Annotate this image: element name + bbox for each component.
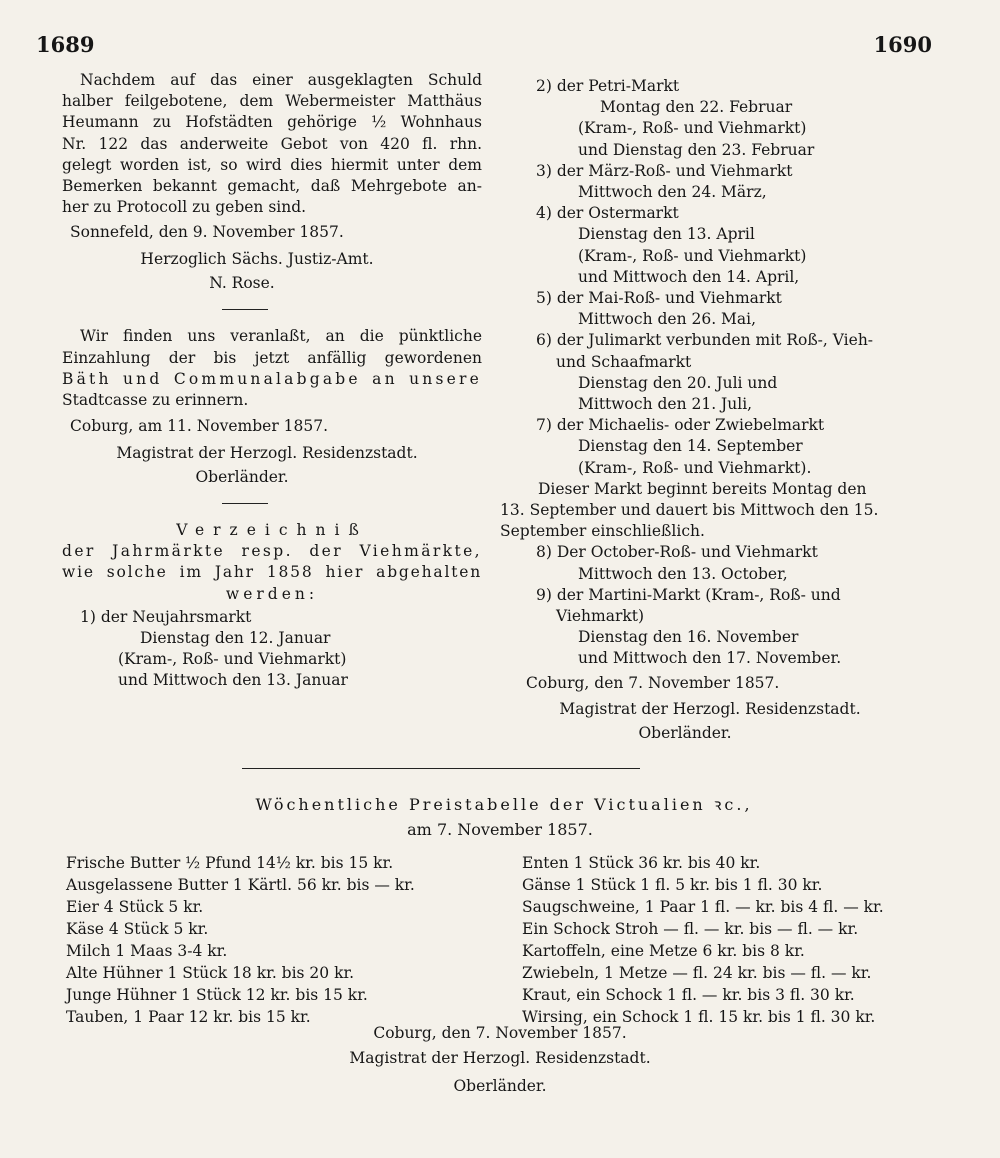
market-item: Mittwoch den 26. Mai, <box>578 310 757 329</box>
left-column <box>62 70 482 691</box>
price-row: Milch 1 Maas 3-4 kr. <box>66 942 228 960</box>
market-item: (Kram-, Roß- und Viehmarkt). <box>578 458 812 477</box>
price-row: Ausgelassene Butter 1 Kärtl. 56 kr. bis — kr. <box>66 876 415 894</box>
market-item: und Mittwoch den 17. November. <box>578 649 842 668</box>
price-row: Junge Hühner 1 Stück 12 kr. bis 15 kr. <box>66 986 368 1004</box>
market-item: 4) der Ostermarkt <box>536 204 679 223</box>
notice-taxes <box>62 326 482 489</box>
section-rule <box>242 768 640 769</box>
price-row: Eier 4 Stück 5 kr. <box>66 898 204 916</box>
notice-date: Sonnefeld, den 9. November 1857. <box>70 223 344 242</box>
market-item: 13. September und dauert bis Mittwoch den 15. <box>500 501 879 520</box>
market-item: 6) der Julimarkt verbunden mit Roß-, Vieh- <box>536 331 874 350</box>
page-number-right: 1690 <box>873 32 932 57</box>
market-item: Dieser Markt beginnt bereits Montag den <box>538 479 867 498</box>
market-item: 8) Der October-Roß- und Viehmarkt <box>536 543 818 562</box>
price-row: Saugschweine, 1 Paar 1 fl. — kr. bis 4 fl. — kr. <box>522 898 884 916</box>
market-item: Dienstag den 16. November <box>578 628 799 647</box>
price-row: Kraut, ein Schock 1 fl. — kr. bis 3 fl. 30 kr. <box>522 986 855 1004</box>
markets-heading-title: Verzeichniß <box>176 521 368 540</box>
market-item: und Mittwoch den 13. Januar <box>118 671 348 690</box>
market-item: September einschließlich. <box>500 522 705 541</box>
prices-signer: Oberländer. <box>453 1077 547 1095</box>
section-divider <box>222 309 268 310</box>
markets-heading-line: der Jahrmärkte resp. der Viehmärkte, <box>62 542 482 561</box>
markets-date: Coburg, den 7. November 1857. <box>526 673 780 692</box>
market-item: (Kram-, Roß- und Viehmarkt) <box>578 246 807 265</box>
price-row: Kartoffeln, eine Metze 6 kr. bis 8 kr. <box>522 942 805 960</box>
price-table-title: Wöchentliche Preistabelle der Victualien ꝛc., <box>255 795 753 814</box>
notice-line: her zu Protocoll zu geben sind. <box>62 198 307 217</box>
market-item: (Kram-, Roß- und Viehmarkt) <box>578 119 807 138</box>
market-item: Dienstag den 14. September <box>578 437 803 456</box>
market-item: Dienstag den 20. Juli und <box>578 373 778 392</box>
price-row: Wirsing, ein Schock 1 fl. 15 kr. bis 1 fl. 30 kr. <box>522 1008 876 1026</box>
section-divider <box>222 503 268 504</box>
prices-authority: Magistrat der Herzogl. Residenzstadt. <box>349 1049 651 1067</box>
price-row: Enten 1 Stück 36 kr. bis 40 kr. <box>522 854 761 872</box>
notice-date: Coburg, am 11. November 1857. <box>70 417 329 436</box>
market-item: Mittwoch den 21. Juli, <box>578 395 753 414</box>
market-item: Montag den 22. Februar <box>600 98 793 117</box>
market-item: 5) der Mai-Roß- und Viehmarkt <box>536 289 782 308</box>
markets-heading <box>62 520 482 604</box>
notice-line: Nr. 122 das anderweite Gebot von 420 fl. rhn. <box>62 134 482 153</box>
notice-line: Heumann zu Hofstädten gehörige ½ Wohnhaus <box>62 113 482 132</box>
market-item: Viehmarkt) <box>556 607 645 626</box>
notice-auction <box>62 70 482 295</box>
notice-line: Stadtcasse zu erinnern. <box>62 391 249 410</box>
notice-line: Bäth und Communalabgabe an unsere <box>62 369 482 388</box>
price-row: Gänse 1 Stück 1 fl. 5 kr. bis 1 fl. 30 kr. <box>522 876 823 894</box>
notice-line: Wir finden uns veranlaßt, an die pünktliche <box>80 327 482 346</box>
market-item: Dienstag den 12. Januar <box>140 628 331 647</box>
price-row: Tauben, 1 Paar 12 kr. bis 15 kr. <box>66 1008 311 1026</box>
market-item: Mittwoch den 13. October, <box>578 564 788 583</box>
notice-authority: Herzoglich Sächs. Justiz-Amt. <box>140 250 374 269</box>
market-item: und Dienstag den 23. Februar <box>578 140 815 159</box>
notice-line: gelegt worden ist, so wird dies hiermit unter dem <box>62 155 482 174</box>
markets-list-right <box>500 76 930 670</box>
market-item: 3) der März-Roß- und Viehmarkt <box>536 161 793 180</box>
price-row: Käse 4 Stück 5 kr. <box>66 920 209 938</box>
page-number-left: 1689 <box>36 32 95 57</box>
market-item: Dienstag den 13. April <box>578 225 755 244</box>
markets-list-left <box>62 607 482 692</box>
market-item: Mittwoch den 24. März, <box>578 183 767 202</box>
price-table-subtitle: am 7. November 1857. <box>407 820 593 839</box>
notice-signer: Oberländer. <box>195 468 289 487</box>
markets-authority: Magistrat der Herzogl. Residenzstadt. <box>559 699 861 718</box>
notice-line: Bemerken bekannt gemacht, daß Mehrgebote an- <box>62 177 482 196</box>
market-item: (Kram-, Roß- und Viehmarkt) <box>118 650 347 669</box>
notice-line: Nachdem auf das einer ausgeklagten Schuld <box>80 71 482 89</box>
notice-authority: Magistrat der Herzogl. Residenzstadt. <box>116 444 418 463</box>
market-item: und Schaafmarkt <box>556 352 692 371</box>
market-item: 1) der Neujahrsmarkt <box>80 607 252 626</box>
market-item: 7) der Michaelis- oder Zwiebelmarkt <box>536 416 825 435</box>
market-item: 9) der Martini-Markt (Kram-, Roß- und <box>536 585 841 604</box>
price-row: Alte Hühner 1 Stück 18 kr. bis 20 kr. <box>66 964 355 982</box>
markets-heading-line: wie solche im Jahr 1858 hier abgehalten <box>62 563 482 582</box>
price-list-left <box>66 852 415 1028</box>
notice-signer: N. Rose. <box>209 274 275 293</box>
price-list-right <box>522 852 884 1028</box>
price-row: Frische Butter ½ Pfund 14½ kr. bis 15 kr. <box>66 854 394 872</box>
notice-line: halber feilgebotene, dem Webermeister Matthäus <box>62 92 482 111</box>
market-item: und Mittwoch den 14. April, <box>578 267 800 286</box>
price-row: Ein Schock Stroh — fl. — kr. bis — fl. — kr. <box>522 920 859 938</box>
notice-line: Einzahlung der bis jetzt anfällig gewordenen <box>62 348 482 367</box>
right-column <box>500 76 930 745</box>
price-row: Zwiebeln, 1 Metze — fl. 24 kr. bis — fl. — kr. <box>522 964 872 982</box>
market-item: 2) der Petri-Markt <box>536 77 680 95</box>
markets-heading-line: werden: <box>225 584 319 603</box>
prices-date: Coburg, den 7. November 1857. <box>373 1024 627 1042</box>
markets-signer: Oberländer. <box>638 723 732 742</box>
